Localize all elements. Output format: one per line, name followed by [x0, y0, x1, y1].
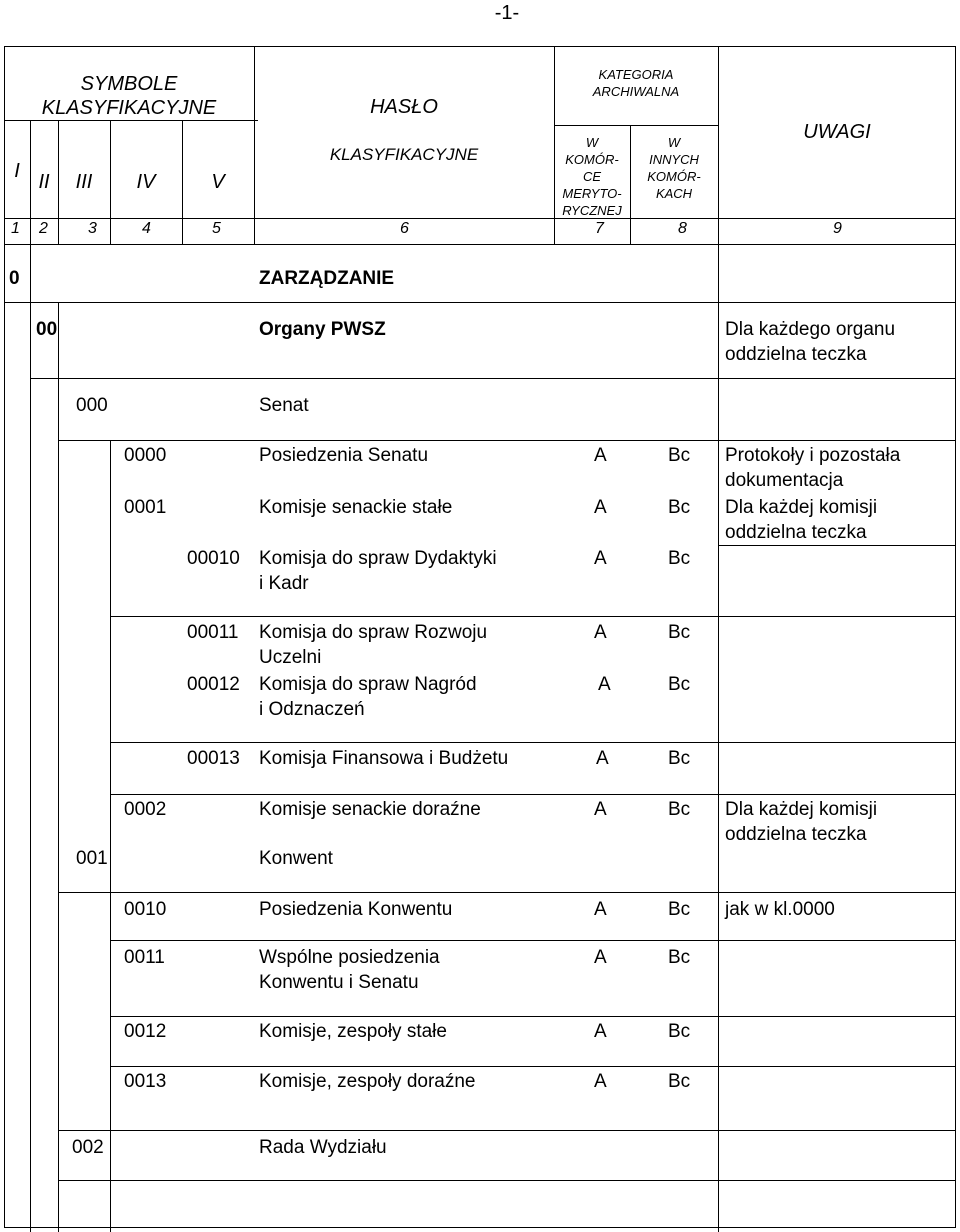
header-uwagi: UWAGI — [803, 121, 871, 143]
row-category-b: Bc — [668, 548, 691, 569]
row-name: Senat — [259, 395, 309, 416]
header-col-v: V — [211, 171, 225, 193]
row-code: 002 — [72, 1137, 104, 1158]
row-name: Komisja do spraw Rozwoju Uczelni — [259, 622, 488, 668]
body-col-line — [110, 440, 111, 1232]
row-name: Komisje senackie stałe — [259, 497, 453, 518]
row-name: Komisja Finansowa i Budżetu — [259, 748, 509, 769]
column-number: 5 — [212, 220, 221, 237]
row-code: 00012 — [187, 674, 240, 695]
body-col-line — [58, 302, 59, 1232]
header-divider — [4, 244, 956, 245]
row-category-a: A — [596, 748, 609, 769]
row-code: 00010 — [187, 548, 240, 569]
header-col-ii: II — [38, 171, 50, 193]
header-divider — [4, 218, 956, 219]
header-divider — [4, 120, 258, 121]
row-note: jak w kl.0000 — [725, 899, 835, 920]
row-code: 0000 — [124, 445, 167, 466]
row-name: Komisje, zespoły stałe — [259, 1021, 447, 1042]
header-kategoria — [554, 66, 718, 100]
header-col-i: I — [14, 160, 20, 182]
row-category-a: A — [594, 947, 607, 968]
row-category-a: A — [594, 899, 607, 920]
col-divider — [718, 46, 719, 244]
row-category-a: A — [594, 1021, 607, 1042]
column-number: 1 — [11, 220, 20, 237]
column-number: 7 — [595, 220, 604, 237]
row-code: 0010 — [124, 899, 167, 920]
row-note: Protokoły i pozostała dokumentacja — [725, 445, 901, 491]
row-divider — [58, 440, 956, 441]
column-number: 9 — [833, 220, 842, 237]
row-category-a: A — [598, 674, 611, 695]
column-number: 6 — [400, 220, 409, 237]
row-code: 0013 — [124, 1071, 167, 1092]
row-note: Dla każdej komisji oddzielna teczka — [725, 497, 878, 543]
header-col-iii: III — [75, 171, 93, 193]
row-category-a: A — [594, 799, 607, 820]
row-name: Komisja do spraw Dydaktyki i Kadr — [259, 548, 497, 594]
row-code: 0 — [9, 268, 20, 289]
column-number: 8 — [678, 220, 687, 237]
header-symbols-title — [4, 72, 254, 120]
row-divider — [110, 1016, 956, 1017]
row-name: ZARZĄDZANIE — [259, 268, 395, 289]
row-name: Konwent — [259, 848, 333, 869]
row-code: 00011 — [187, 622, 239, 643]
row-code: 000 — [76, 395, 108, 416]
row-divider — [4, 302, 956, 303]
column-number: 2 — [39, 220, 48, 237]
row-category-b: Bc — [668, 899, 691, 920]
row-divider — [110, 940, 956, 941]
row-category-b: Bc — [668, 622, 691, 643]
row-divider — [110, 1066, 956, 1067]
row-divider — [30, 378, 956, 379]
row-divider — [718, 545, 956, 546]
row-note: Dla każdej komisji oddzielna teczka — [725, 799, 878, 845]
row-divider — [58, 1180, 956, 1181]
column-number: 4 — [142, 220, 151, 237]
row-name: Organy PWSZ — [259, 319, 386, 340]
header-col-iv: IV — [136, 171, 156, 193]
header-symbols-line2: KLASYFIKACYJNE — [41, 97, 217, 119]
row-note: Dla każdego organu oddzielna teczka — [725, 319, 896, 365]
body-col-line — [718, 244, 719, 1232]
row-divider — [110, 616, 956, 617]
header-kategoria-line1: KATEGORIA — [598, 67, 674, 82]
row-category-a: A — [594, 445, 607, 466]
row-name: Komisje senackie doraźne — [259, 799, 481, 820]
row-category-a: A — [594, 548, 607, 569]
row-name: Posiedzenia Senatu — [259, 445, 429, 466]
row-name: Komisje, zespoły doraźne — [259, 1071, 476, 1092]
column-number: 3 — [88, 220, 97, 237]
header-w-komorce: W KOMÓR- CE MERYTO- RYCZNEJ — [562, 135, 622, 218]
row-code: 0012 — [124, 1021, 167, 1042]
row-code: 00 — [36, 319, 58, 340]
body-col-line — [30, 244, 31, 1232]
row-name: Komisja do spraw Nagród i Odznaczeń — [259, 674, 477, 720]
row-category-a: A — [594, 1071, 607, 1092]
row-category-b: Bc — [668, 1071, 691, 1092]
row-code: 0001 — [124, 497, 167, 518]
header-symbols-line1: SYMBOLE — [80, 73, 178, 95]
page-number: -1- — [494, 2, 520, 24]
row-name: Rada Wydziału — [259, 1137, 387, 1158]
row-category-b: Bc — [668, 1021, 691, 1042]
row-code: 0002 — [124, 799, 167, 820]
row-category-b: Bc — [668, 674, 691, 695]
row-divider — [110, 794, 956, 795]
row-divider — [58, 1130, 956, 1131]
row-name: Wspólne posiedzenia Konwentu i Senatu — [259, 947, 440, 993]
row-category-a: A — [594, 497, 607, 518]
header-haslo: HASŁO — [370, 96, 438, 118]
row-category-b: Bc — [668, 445, 691, 466]
header-divider — [554, 125, 718, 126]
row-code: 00013 — [187, 748, 240, 769]
row-divider — [110, 742, 956, 743]
row-name: Posiedzenia Konwentu — [259, 899, 453, 920]
row-category-b: Bc — [668, 497, 691, 518]
header-w-innych: W INNYCH KOMÓR- KACH — [647, 135, 701, 201]
header-haslo-sub: KLASYFIKACYJNE — [329, 145, 479, 164]
row-code: 0011 — [124, 947, 165, 968]
row-category-b: Bc — [668, 947, 691, 968]
row-category-a: A — [594, 622, 607, 643]
row-category-b: Bc — [668, 799, 691, 820]
row-divider — [58, 892, 956, 893]
header-kategoria-line2: ARCHIWALNA — [592, 84, 680, 99]
row-category-b: Bc — [668, 748, 691, 769]
row-code: 001 — [76, 848, 108, 869]
